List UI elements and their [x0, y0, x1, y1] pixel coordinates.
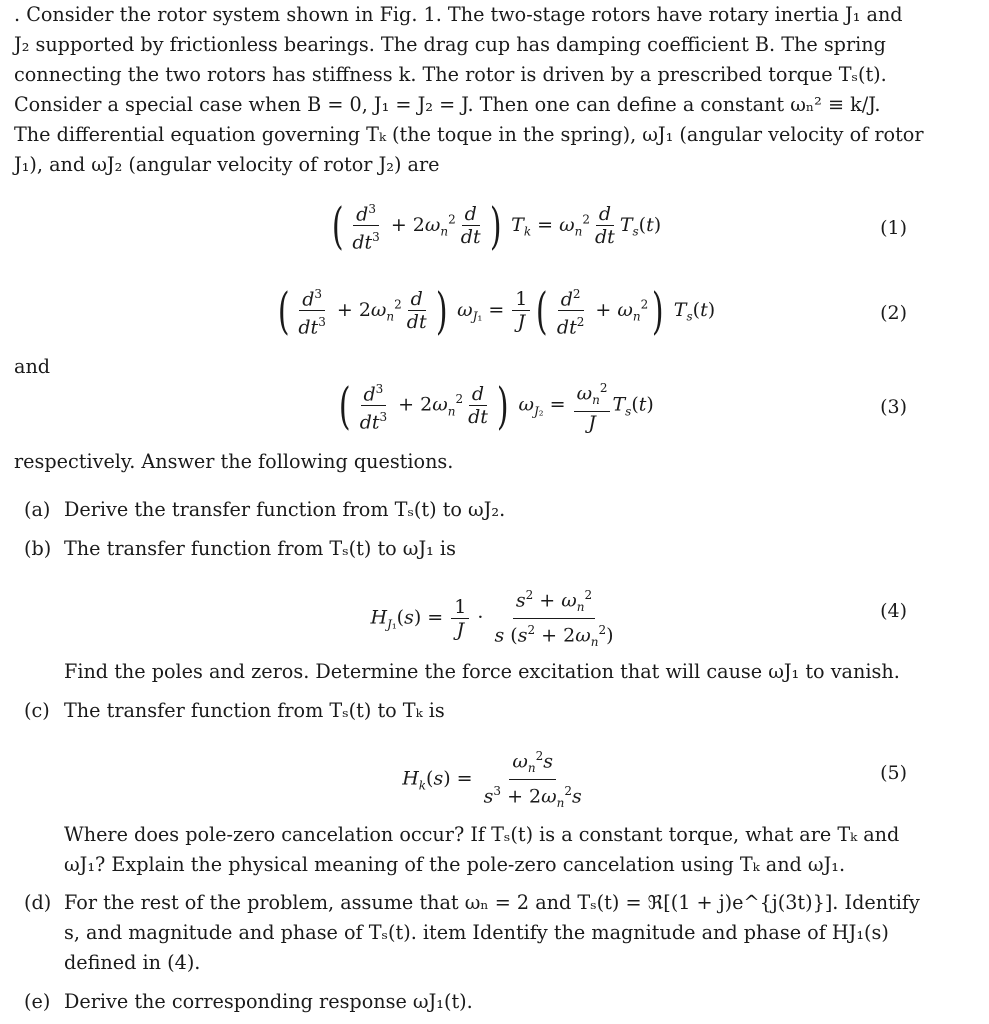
equation-number: (5) — [880, 762, 907, 784]
question-b — [24, 534, 456, 564]
intro-line: Consider a special case when B = 0, J₁ = J₂ = J. Then one can define a constant ωₙ² ≡ k/J. — [14, 93, 881, 116]
question-text: Derive the transfer function from Tₛ(t) to ωJ₂. — [64, 498, 506, 521]
question-text: For the rest of the problem, assume that ωₙ = 2 and Tₛ(t) = ℜ[(1 + j)e^{j(3t)}]. Identify — [64, 891, 920, 914]
intro-line: connecting the two rotors has stiffness k. The rotor is driven by a prescribed torque Tₛ(t). — [14, 63, 887, 86]
intro-paragraph — [14, 0, 924, 180]
question-text: Derive the corresponding response ωJ₁(t). — [64, 990, 473, 1013]
question-tag: (d) — [24, 891, 52, 914]
question-text: The transfer function from Tₛ(t) to Tₖ is — [64, 699, 445, 722]
equation-number: (1) — [880, 217, 907, 239]
question-tag: (c) — [24, 699, 50, 722]
question-d — [24, 888, 920, 918]
equation-number: (3) — [880, 396, 907, 418]
equation-number: (2) — [880, 302, 907, 324]
equation-5: $H_k(s)$ = $\frac{\omega_n^2s}{s^3 + 2\omega_n^2s}$ — [0, 745, 989, 814]
question-text: The transfer function from Tₛ(t) to ωJ₁ is — [64, 537, 456, 560]
question-a — [24, 495, 506, 525]
equation-2: ( $\frac{d^3}{dt^3}$ + $2\omega_n^2$ $\frac{d}{dt}$ ) $\omega_{J_1}$ = $\frac{1}{J}$ ( $\frac{d^2}{dt^2}$ + $\omega_n^2$) $T_s(t)$ — [277, 281, 716, 340]
respectively-text: respectively. Answer the following questions. — [14, 450, 454, 473]
question-c-followup: Where does pole-zero cancelation occur? If Tₛ(t) is a constant torque, what are Tₖ and — [64, 823, 900, 846]
intro-line: . Consider the rotor system shown in Fig. 1. The two-stage rotors have rotary inertia J₁ and — [14, 3, 903, 26]
question-tag: (b) — [24, 537, 52, 560]
intro-line: J₁), and ωJ₂ (angular velocity of rotor J₂) are — [14, 153, 440, 176]
intro-line: The differential equation governing Tₖ (the toque in the spring), ωJ₁ (angular velocity of rotor — [14, 123, 924, 146]
question-tag: (e) — [24, 990, 51, 1013]
question-tag: (a) — [24, 498, 51, 521]
equation-4: $H_{J_1}(s)$ = $\frac{1}{J}$ · $\frac{s^2 + \omega_n^2}{s (s^2 + 2\omega_n^2)}$ — [0, 584, 989, 653]
question-e — [24, 987, 473, 1017]
equation-1: ( $\frac{d^3}{dt^3}$ + $2\omega_n^2$ $\frac{d}{dt}$ ) $T_k = \omega_n^2$ $\frac{d}{dt}$ $T_s(t)$ — [331, 196, 662, 255]
question-b-followup: Find the poles and zeros. Determine the force excitation that will cause ωJ₁ to vanish. — [64, 660, 900, 683]
intro-line: J₂ supported by frictionless bearings. The drag cup has damping coefficient B. The spring — [14, 33, 886, 56]
equation-3: ( $\frac{d^3}{dt^3}$ + $2\omega_n^2$ $\frac{d}{dt}$ ) $\omega_{J_2}$ = $\frac{\omega_n^2}{J}$ $T_s(t)$ — [339, 376, 654, 435]
question-c-followup: ωJ₁? Explain the physical meaning of the pole-zero cancelation using Tₖ and ωJ₁. — [64, 853, 846, 876]
question-d-line: s, and magnitude and phase of Tₛ(t). item Identify the magnitude and phase of HJ₁(s) — [64, 921, 889, 944]
question-c — [24, 696, 445, 726]
question-d-line: defined in (4). — [64, 951, 201, 974]
and-label: and — [14, 355, 51, 378]
equation-number: (4) — [880, 600, 907, 622]
